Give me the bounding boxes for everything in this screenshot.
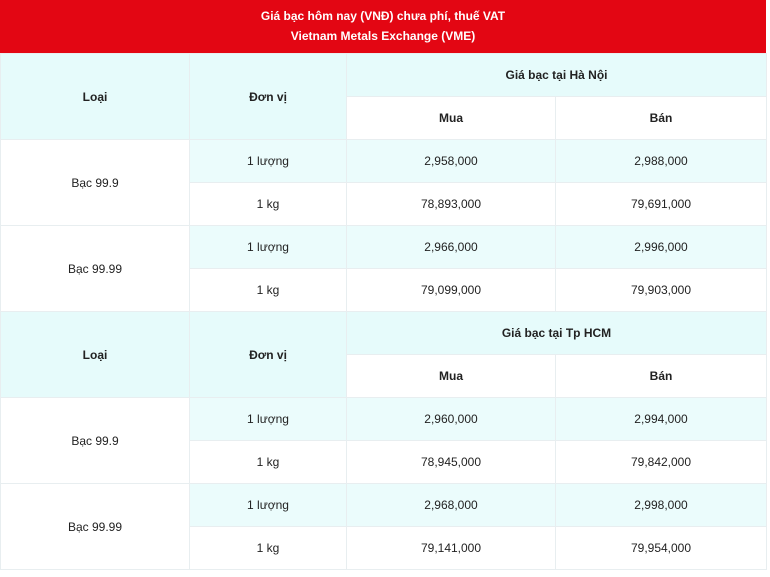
header-buy: Mua: [347, 355, 556, 398]
caption-title: Giá bạc hôm nay (VNĐ) chưa phí, thuế VAT: [260, 9, 506, 23]
type-cell: Bạc 99.9: [1, 140, 190, 226]
header-sell: Bán: [556, 97, 767, 140]
buy-price-cell: 2,966,000: [347, 226, 556, 269]
header-buy: Mua: [347, 97, 556, 140]
header-unit: Đơn vị: [190, 54, 347, 140]
table-row: [1, 398, 767, 441]
unit-cell: 1 kg: [190, 441, 347, 484]
table-row: [1, 484, 767, 527]
sell-price-cell: 2,996,000: [556, 226, 767, 269]
silver-price-table: [0, 53, 767, 570]
buy-price-cell: 2,960,000: [347, 398, 556, 441]
buy-price-cell: 78,893,000: [347, 183, 556, 226]
type-cell: Bạc 99.99: [1, 484, 190, 570]
header-sell: Bán: [556, 355, 767, 398]
header-type: Loại: [1, 54, 190, 140]
unit-cell: 1 lượng: [190, 398, 347, 441]
type-cell: Bạc 99.99: [1, 226, 190, 312]
buy-price-cell: 79,099,000: [347, 269, 556, 312]
sell-price-cell: 2,998,000: [556, 484, 767, 527]
header-unit: Đơn vị: [190, 312, 347, 398]
sell-price-cell: 79,954,000: [556, 527, 767, 570]
unit-cell: 1 kg: [190, 527, 347, 570]
type-cell: Bạc 99.9: [1, 398, 190, 484]
sell-price-cell: 79,842,000: [556, 441, 767, 484]
unit-cell: 1 lượng: [190, 484, 347, 527]
table-row: [1, 226, 767, 269]
unit-cell: 1 kg: [190, 269, 347, 312]
sell-price-cell: 79,691,000: [556, 183, 767, 226]
table-caption-banner: [0, 0, 766, 53]
hcm-section-title: Giá bạc tại Tp HCM: [347, 312, 767, 355]
sell-price-cell: 79,903,000: [556, 269, 767, 312]
buy-price-cell: 2,968,000: [347, 484, 556, 527]
hcm-header-row: [1, 312, 767, 355]
sell-price-cell: 2,994,000: [556, 398, 767, 441]
caption-subtitle: Vietnam Metals Exchange (VME): [290, 29, 476, 43]
unit-cell: 1 lượng: [190, 140, 347, 183]
unit-cell: 1 lượng: [190, 226, 347, 269]
buy-price-cell: 79,141,000: [347, 527, 556, 570]
header-type: Loại: [1, 312, 190, 398]
table-row: [1, 140, 767, 183]
buy-price-cell: 78,945,000: [347, 441, 556, 484]
unit-cell: 1 kg: [190, 183, 347, 226]
hanoi-section-title: Giá bạc tại Hà Nội: [347, 54, 767, 97]
hanoi-header-row: [1, 54, 767, 97]
buy-price-cell: 2,958,000: [347, 140, 556, 183]
sell-price-cell: 2,988,000: [556, 140, 767, 183]
